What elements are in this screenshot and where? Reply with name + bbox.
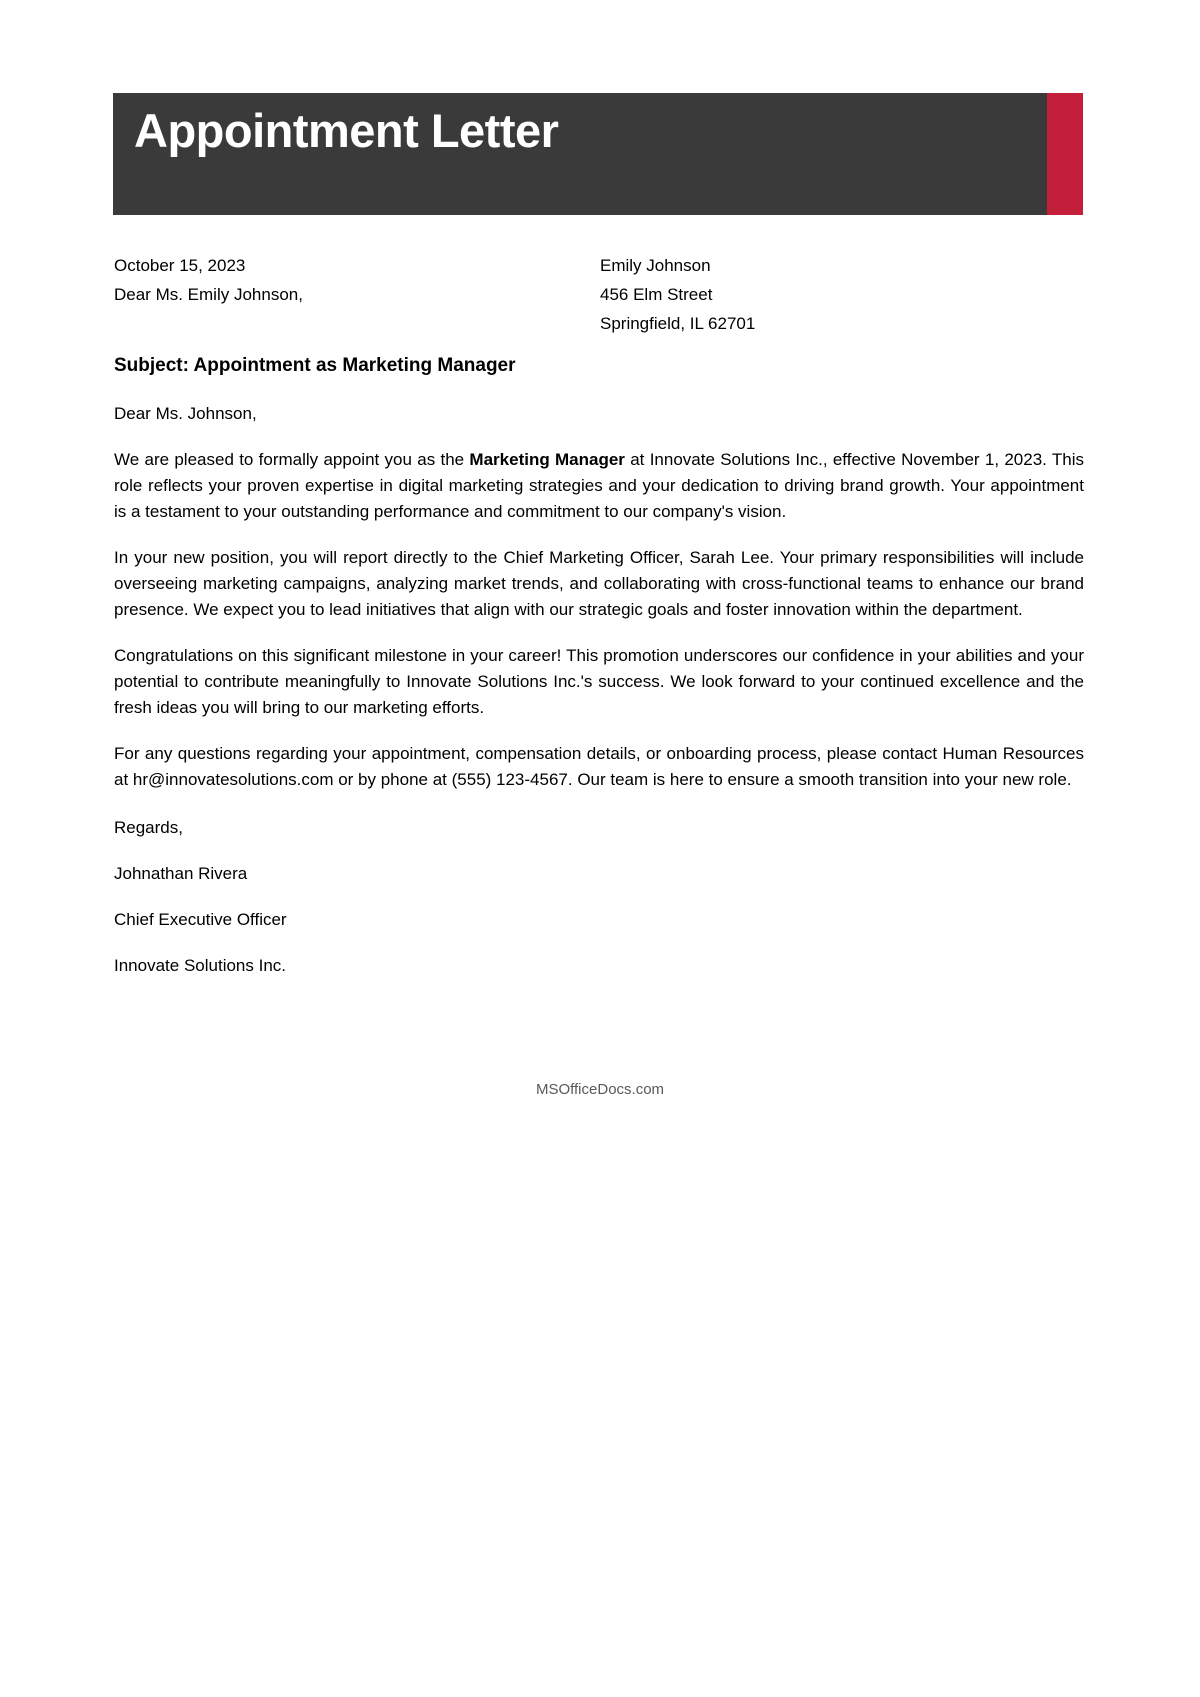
paragraph-appointment-text-before: We are pleased to formally appoint you as the xyxy=(114,450,470,469)
signer-title: Chief Executive Officer xyxy=(114,910,287,929)
letter-meta xyxy=(114,251,1084,338)
paragraph-responsibilities: In your new position, you will report directly to the Chief Marketing Officer, Sarah Lee. Your primary responsibilities will include overseeing marketing campaigns, analyzing market trends, and collaborating with cross-functional teams to enhance our brand presence. We expect you to lead initiatives that align with our strategic goals and foster innovation within the department. xyxy=(114,548,1084,619)
red-accent-block xyxy=(1047,93,1083,215)
recipient-name: Emily Johnson xyxy=(600,256,711,275)
paragraph-appointment-text-after: at Innovate Solutions Inc., effective November 1, 2023. This role reflects your proven expertise in digital marketing strategies and your dedication to driving brand growth. Your appointment is a testament to your outstanding performance and commitment to our company's vision. xyxy=(114,450,1084,521)
letter-salutation: Dear Ms. Emily Johnson, xyxy=(114,285,303,304)
recipient-street: 456 Elm Street xyxy=(600,285,713,304)
date-salutation-block xyxy=(114,251,600,338)
watermark-text: MSOfficeDocs.com xyxy=(535,1081,665,1098)
paragraph-contact-hr: For any questions regarding your appointment, compensation details, or onboarding process, please contact Human Resources at hr@innovatesolutions.com or by phone at (555) 123-4567. Our team is here to ensure a smooth transition into your new role. xyxy=(114,744,1084,789)
subject-line: Subject: Appointment as Marketing Manager xyxy=(114,355,516,376)
header-band xyxy=(113,93,1083,215)
recipient-city: Springfield, IL 62701 xyxy=(600,314,756,333)
paragraph-congratulations: Congratulations on this significant milestone in your career! This promotion underscores our confidence in your abilities and your potential to contribute meaningfully to Innovate Solutions Inc.'s success. We look forward to your continued excellence and the fresh ideas you will bring to our marketing efforts. xyxy=(114,646,1084,717)
letter-body xyxy=(114,215,1084,979)
signer-name: Johnathan Rivera xyxy=(114,864,248,883)
signer-company: Innovate Solutions Inc. xyxy=(114,956,287,975)
page-title: Appointment Letter xyxy=(134,104,559,157)
letter-date: October 15, 2023 xyxy=(114,256,246,275)
closing-line: Regards, xyxy=(114,818,183,837)
paragraph-appointment xyxy=(114,447,1084,525)
greeting-line: Dear Ms. Johnson, xyxy=(114,404,257,423)
recipient-address-block xyxy=(600,251,1084,338)
role-bold-text: Marketing Manager xyxy=(469,450,625,469)
